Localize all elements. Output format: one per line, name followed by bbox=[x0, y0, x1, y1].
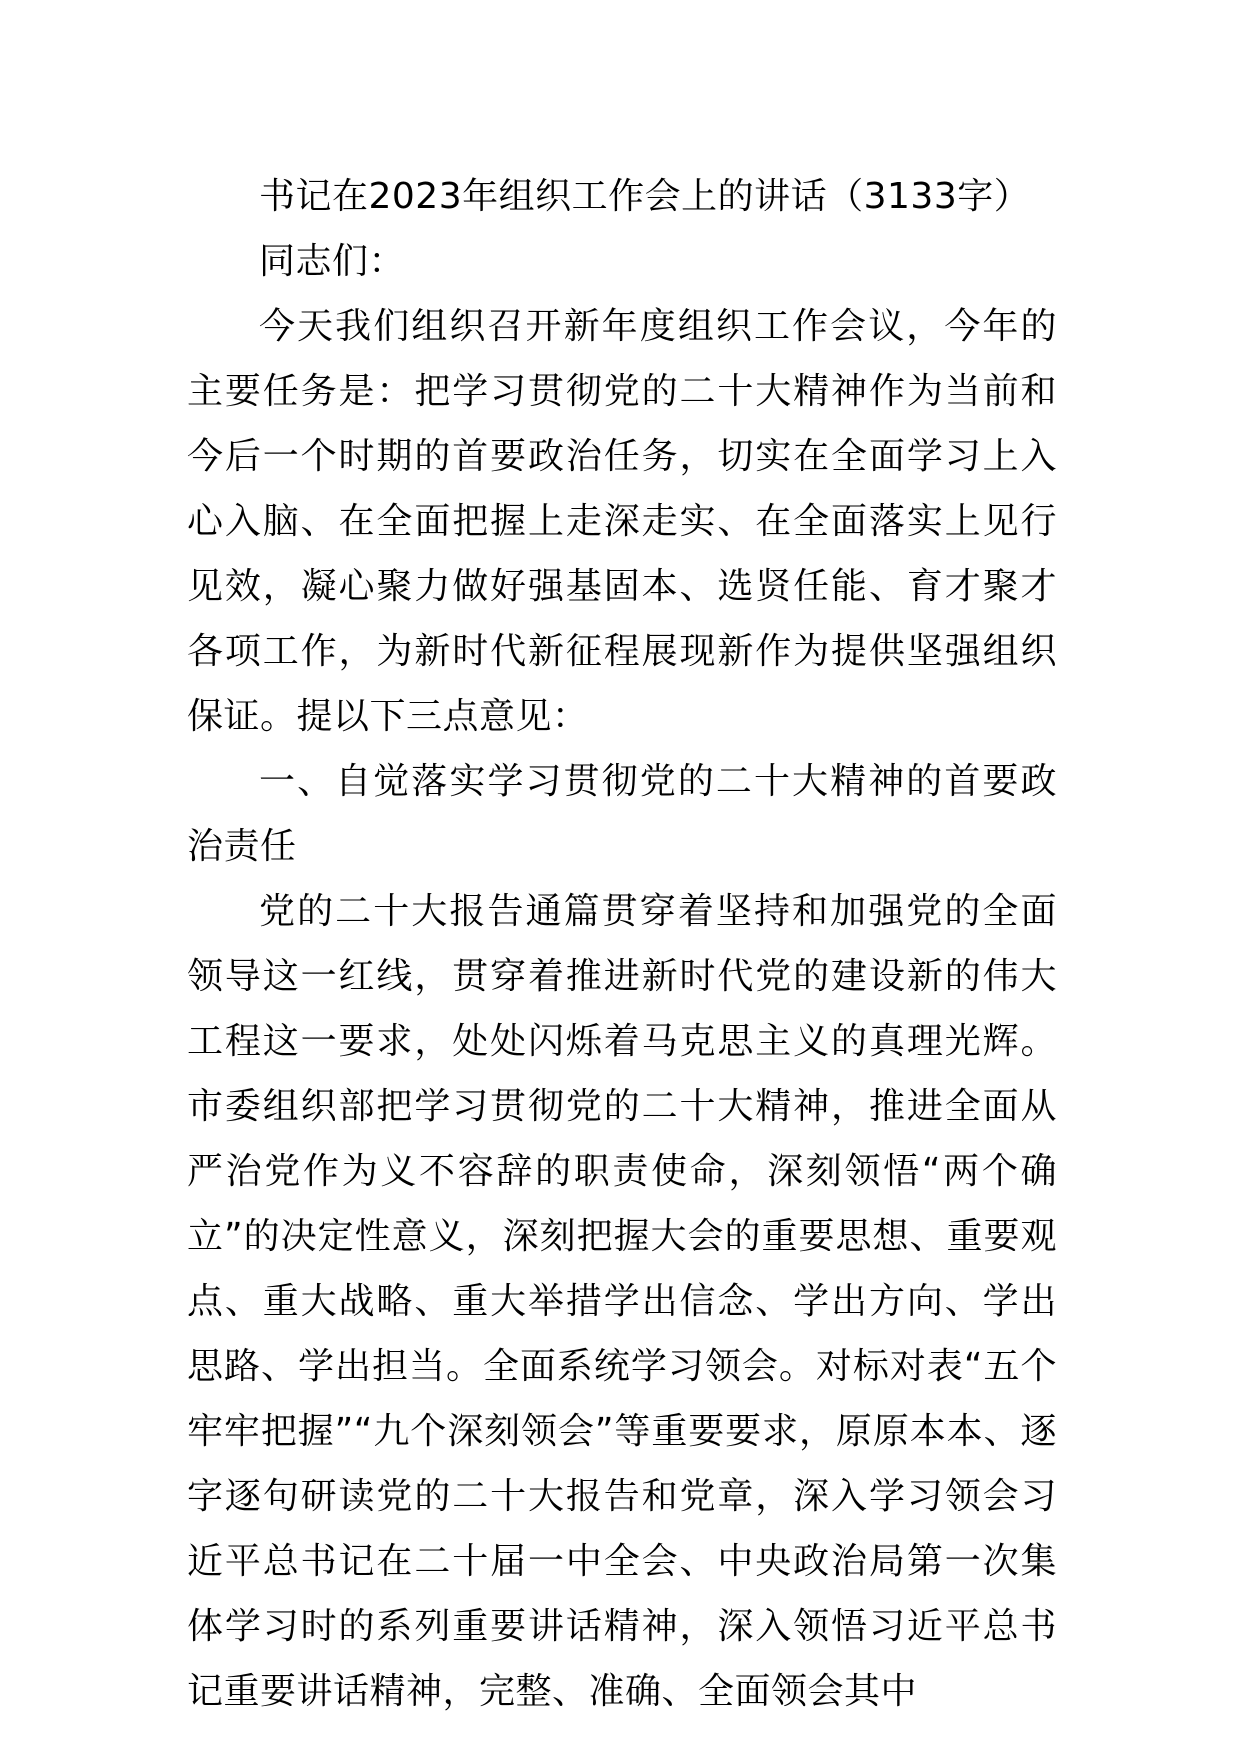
document-body bbox=[187, 164, 1057, 1724]
greeting: 同志们： bbox=[259, 241, 406, 282]
paragraph-body: 党的二十大报告通篇贯穿着坚持和加强党的全面领导这一红线，贯穿着推进新时代党的建设新的伟大工程这一要求，处处闪烁着马克思主义的真理光辉。市委组织部把学习贯彻党的二十大精神，推进全面从严治党作为义不容辞的职责使命，深刻领悟“两个确立”的决定性意义，深刻把握大会的重要思想、重要观点、重大战略、重大举措学出信念、学出方向、学出思路、学出担当。全面系统学习领会。对标对表“五个牢牢把握”“九个深刻领会”等重要要求，原原本本、逐字逐句研读党的二十大报告和党章，深入学习领会习近平总书记在二十届一中全会、中央政治局第一次集体学习时的系列重要讲话精神，深入领悟习近平总书记重要讲话精神，完整、准确、全面领会其中 bbox=[187, 891, 1057, 1712]
paragraph-intro: 今天我们组织召开新年度组织工作会议，今年的主要任务是：把学习贯彻党的二十大精神作为当前和今后一个时期的首要政治任务，切实在全面学习上入心入脑、在全面把握上走深走实、在全面落实上见行见效，凝心聚力做好强基固本、选贤任能、育才聚才各项工作，为新时代新征程展现新作为提供坚强组织保证。提以下三点意见： bbox=[187, 306, 1057, 737]
section-heading-1: 一、自觉落实学习贯彻党的二十大精神的首要政治责任 bbox=[187, 761, 1057, 867]
document-title: 书记在2023年组织工作会上的讲话（3133字） bbox=[259, 176, 1031, 217]
